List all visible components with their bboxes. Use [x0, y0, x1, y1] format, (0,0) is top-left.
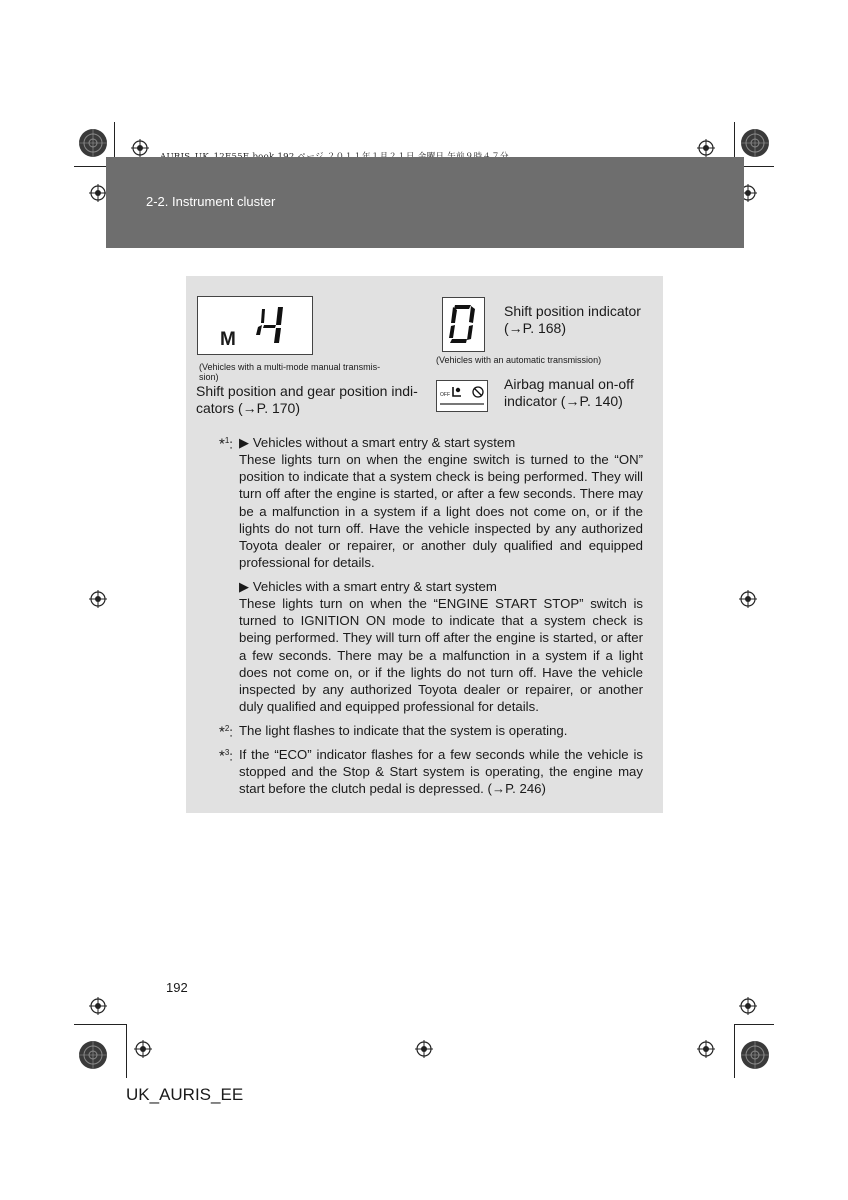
footnote-number: 2 — [224, 724, 230, 733]
automatic-caption — [504, 303, 654, 337]
footnote-number: 3 — [224, 748, 230, 757]
automatic-caption-line1: Shift position indicator — [504, 303, 641, 319]
airbag-caption-line2: indicator (→P. 140) — [504, 393, 623, 409]
seven-segment-gear-digit-icon — [256, 305, 290, 345]
color-target-icon — [740, 1040, 770, 1070]
footnote-2-text: The light flashes to indicate that the system is operating. — [239, 723, 568, 738]
multimode-note-line1: (Vehicles with a multi-mode manual transmis- — [199, 362, 381, 372]
footnote-1-sub2-body: These lights turn on when the “ENGINE START STOP” switch is turned to IGNITION ON mode to indicate that a system check is being performed. They will turn off after the engine is started, or after a few seconds. There may be a malfunction in a system if a light does not come on, or if the lights do not turn off. Have the vehicle inspected by any authorized Toyota dealer or repairer, or another duly qualified and equipped professional for details. — [239, 596, 643, 715]
airbag-off-icon — [472, 386, 484, 398]
color-target-icon — [78, 128, 108, 158]
automatic-shift-display — [442, 297, 485, 352]
registration-mark-icon — [89, 997, 107, 1015]
multimode-note-line2: sion) — [199, 372, 219, 382]
sub1-heading-text: Vehicles without a smart entry & start system — [252, 435, 516, 450]
registration-mark-icon — [697, 139, 715, 157]
document-code: UK_AURIS_EE — [126, 1085, 244, 1104]
footnote-star: * — [219, 747, 225, 765]
seven-segment-d-icon — [449, 303, 479, 345]
automatic-caption-line2: (→P. 168) — [504, 320, 566, 336]
color-target-icon — [78, 1040, 108, 1070]
registration-mark-icon — [739, 997, 757, 1015]
airbag-indicator-display — [436, 380, 488, 412]
multimode-caption — [196, 383, 426, 417]
airbag-caption-line1: Airbag manual on-off — [504, 376, 634, 392]
airbag-caption — [504, 376, 654, 410]
footnote-1-sub1-heading — [239, 434, 643, 451]
footnote-2-marker: *$^2$: — [219, 723, 233, 741]
triangle-bullet-icon: ▶ — [239, 435, 250, 450]
indicator-fine-print — [440, 403, 484, 405]
multimode-caption-line2: cators (→P. 170) — [196, 400, 301, 416]
multimode-note — [199, 362, 409, 382]
registration-mark-icon — [89, 590, 107, 608]
footnote-3-marker: *$^3$: — [219, 747, 233, 765]
footnote-star: * — [219, 435, 225, 453]
footnote-1-marker: *$^1$: — [219, 435, 233, 453]
multimode-gear-display — [197, 296, 313, 355]
registration-mark-icon — [739, 590, 757, 608]
footnote-number: 1 — [224, 436, 230, 445]
sub2-heading-text: Vehicles with a smart entry & start system — [252, 579, 497, 594]
off-label: OFF — [440, 392, 450, 398]
page-number: 192 — [166, 980, 188, 995]
automatic-note: (Vehicles with an automatic transmission) — [436, 355, 602, 365]
child-seat-airbag-icon — [450, 385, 464, 399]
footnote-star: * — [219, 723, 225, 741]
footnote-3-text: If the “ECO” indicator flashes for a few seconds while the vehicle is stopped and the Stop & Start system is operating, the engine may start before the clutch pedal is depressed. (→P. 246) — [239, 747, 643, 797]
footnote-1-sub2-heading — [239, 578, 643, 595]
section-title: 2-2. Instrument cluster — [146, 194, 276, 209]
triangle-bullet-icon: ▶ — [239, 579, 250, 594]
multimode-caption-line1: Shift position and gear position indi- — [196, 383, 418, 399]
color-target-icon — [740, 128, 770, 158]
registration-mark-icon — [89, 184, 107, 202]
registration-mark-icon — [697, 1040, 715, 1058]
mode-letter: M — [220, 329, 236, 350]
registration-mark-icon — [134, 1040, 152, 1058]
registration-mark-icon — [415, 1040, 433, 1058]
registration-mark-icon — [131, 139, 149, 157]
footnote-1-sub1-body: These lights turn on when the engine switch is turned to the “ON” position to indicate that a system check is being performed. They will turn off after the engine is started, or after a few seconds. There may be a malfunction in a system if a light does not come on, or if the lights do not turn off. Have the vehicle inspected by any authorized Toyota dealer or repairer, or another duly qualified and equipped professional for details. — [239, 452, 643, 571]
